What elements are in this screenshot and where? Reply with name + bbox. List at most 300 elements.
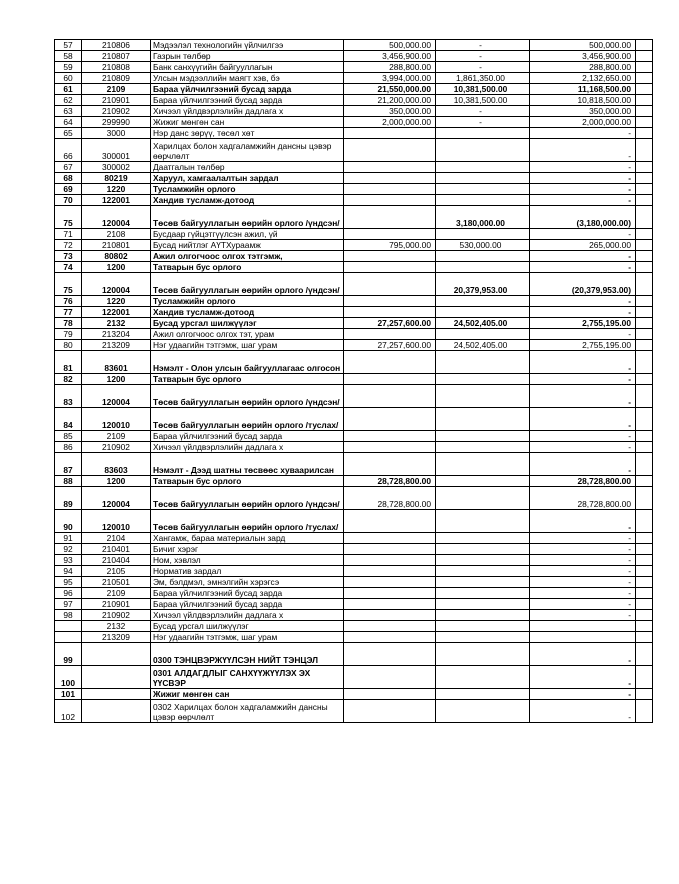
actual-amount-cell	[436, 510, 530, 533]
table-row	[55, 273, 653, 296]
plan-amount-cell: 500,000.00	[344, 40, 436, 51]
table-row	[55, 318, 653, 329]
empty-cell	[636, 374, 653, 385]
code-cell: 120010	[82, 408, 151, 431]
difference-cell: 2,000,000.00	[530, 117, 636, 128]
actual-amount-cell	[436, 262, 530, 273]
description-cell: Нэмэлт - Олон улсын байгууллагаас олгосон	[151, 351, 344, 374]
plan-amount-cell	[344, 442, 436, 453]
code-cell	[82, 700, 151, 723]
code-cell: 213204	[82, 329, 151, 340]
description-cell: Бараа үйлчилгээний бусад зарда	[151, 599, 344, 610]
empty-cell	[636, 73, 653, 84]
empty-cell	[636, 162, 653, 173]
actual-amount-cell	[436, 128, 530, 139]
difference-cell: -	[530, 555, 636, 566]
actual-amount-cell	[436, 195, 530, 206]
description-cell: Бичиг хэрэг	[151, 544, 344, 555]
difference-cell: -	[530, 195, 636, 206]
table-row	[55, 385, 653, 408]
description-cell: Норматив зардал	[151, 566, 344, 577]
plan-amount-cell	[344, 296, 436, 307]
difference-cell: -	[530, 453, 636, 476]
plan-amount-cell	[344, 173, 436, 184]
actual-amount-cell: -	[436, 51, 530, 62]
empty-cell	[636, 296, 653, 307]
table-row	[55, 566, 653, 577]
actual-amount-cell	[436, 431, 530, 442]
empty-cell	[636, 262, 653, 273]
row-number-cell: 90	[55, 510, 82, 533]
plan-amount-cell	[344, 184, 436, 195]
description-cell: Хандив тусламж-дотоод	[151, 307, 344, 318]
actual-amount-cell	[436, 442, 530, 453]
table-row	[55, 533, 653, 544]
code-cell: 122001	[82, 307, 151, 318]
description-cell: Нэг удаагийн тэтгэмж, шаг урам	[151, 632, 344, 643]
plan-amount-cell: 350,000.00	[344, 106, 436, 117]
empty-cell	[636, 621, 653, 632]
code-cell: 210404	[82, 555, 151, 566]
row-number-cell: 93	[55, 555, 82, 566]
plan-amount-cell	[344, 374, 436, 385]
row-number-cell: 102	[55, 700, 82, 723]
plan-amount-cell: 28,728,800.00	[344, 476, 436, 487]
plan-amount-cell	[344, 577, 436, 588]
plan-amount-cell	[344, 533, 436, 544]
code-cell: 3000	[82, 128, 151, 139]
table-row	[55, 84, 653, 95]
empty-cell	[636, 555, 653, 566]
code-cell: 120010	[82, 510, 151, 533]
description-cell: Бараа үйлчилгээний бусад зарда	[151, 588, 344, 599]
table-row	[55, 329, 653, 340]
description-cell: 0300 ТЭНЦВЭРЖҮҮЛСЭН НИЙТ ТЭНЦЭЛ	[151, 643, 344, 666]
empty-cell	[636, 329, 653, 340]
plan-amount-cell	[344, 453, 436, 476]
table-row	[55, 206, 653, 229]
row-number-cell: 61	[55, 84, 82, 95]
actual-amount-cell	[436, 555, 530, 566]
plan-amount-cell: 27,257,600.00	[344, 318, 436, 329]
empty-cell	[636, 689, 653, 700]
row-number-cell: 66	[55, 139, 82, 162]
description-cell: Харилцах болон хадгаламжийн дансны цэвэр өөрчлөлт	[151, 139, 344, 162]
plan-amount-cell	[344, 128, 436, 139]
table-row	[55, 162, 653, 173]
empty-cell	[636, 442, 653, 453]
plan-amount-cell: 288,800.00	[344, 62, 436, 73]
table-row	[55, 689, 653, 700]
description-cell: Татварын бус орлого	[151, 374, 344, 385]
description-cell: Нэр данс зөрүү, төсөл хөт	[151, 128, 344, 139]
empty-cell	[636, 566, 653, 577]
difference-cell: -	[530, 307, 636, 318]
plan-amount-cell	[344, 307, 436, 318]
code-cell: 210901	[82, 599, 151, 610]
difference-cell: -	[530, 588, 636, 599]
empty-cell	[636, 128, 653, 139]
actual-amount-cell	[436, 408, 530, 431]
row-number-cell: 68	[55, 173, 82, 184]
row-number-cell: 87	[55, 453, 82, 476]
difference-cell: -	[530, 533, 636, 544]
empty-cell	[636, 229, 653, 240]
description-cell: Бараа үйлчилгээний бусад зарда	[151, 95, 344, 106]
code-cell: 300001	[82, 139, 151, 162]
row-number-cell: 62	[55, 95, 82, 106]
plan-amount-cell	[344, 510, 436, 533]
description-cell: Төсөв байгууллагын өөрийн орлого /туслах/	[151, 510, 344, 533]
code-cell: 2109	[82, 588, 151, 599]
table-row	[55, 117, 653, 128]
difference-cell: 288,800.00	[530, 62, 636, 73]
actual-amount-cell	[436, 251, 530, 262]
table-row	[55, 307, 653, 318]
table-row	[55, 262, 653, 273]
code-cell: 120004	[82, 273, 151, 296]
table-row	[55, 296, 653, 307]
code-cell: 210901	[82, 95, 151, 106]
plan-amount-cell	[344, 610, 436, 621]
actual-amount-cell	[436, 184, 530, 195]
table-row	[55, 700, 653, 723]
actual-amount-cell	[436, 689, 530, 700]
table-row	[55, 555, 653, 566]
table-row	[55, 62, 653, 73]
empty-cell	[636, 588, 653, 599]
description-cell: Нэмэлт - Дээд шатны төсвөөс хуваарилсан	[151, 453, 344, 476]
code-cell: 210401	[82, 544, 151, 555]
row-number-cell: 99	[55, 643, 82, 666]
actual-amount-cell	[436, 476, 530, 487]
empty-cell	[636, 351, 653, 374]
actual-amount-cell: -	[436, 117, 530, 128]
code-cell: 210806	[82, 40, 151, 51]
plan-amount-cell	[344, 195, 436, 206]
row-number-cell	[55, 621, 82, 632]
row-number-cell: 95	[55, 577, 82, 588]
plan-amount-cell	[344, 588, 436, 599]
description-cell: Хичээл үйлдвэрлэлийн дадлага х	[151, 106, 344, 117]
table-row	[55, 588, 653, 599]
empty-cell	[636, 84, 653, 95]
empty-cell	[636, 599, 653, 610]
code-cell: 2105	[82, 566, 151, 577]
table-row	[55, 643, 653, 666]
row-number-cell: 71	[55, 229, 82, 240]
description-cell: Банк санхүүгийн байгууллагын	[151, 62, 344, 73]
table-row	[55, 340, 653, 351]
actual-amount-cell	[436, 162, 530, 173]
code-cell: 2108	[82, 229, 151, 240]
code-cell: 299990	[82, 117, 151, 128]
table-row	[55, 621, 653, 632]
description-cell: Бусдаар гүйцэтгүүлсэн ажил, үй	[151, 229, 344, 240]
description-cell: 0301 АЛДАГДЛЫГ САНХҮҮЖҮҮЛЭХ ЭХ ҮҮСВЭР	[151, 666, 344, 689]
plan-amount-cell: 3,994,000.00	[344, 73, 436, 84]
code-cell: 122001	[82, 195, 151, 206]
difference-cell: (20,379,953.00)	[530, 273, 636, 296]
difference-cell: 11,168,500.00	[530, 84, 636, 95]
row-number-cell: 72	[55, 240, 82, 251]
code-cell: 120004	[82, 206, 151, 229]
code-cell: 2132	[82, 621, 151, 632]
empty-cell	[636, 700, 653, 723]
actual-amount-cell: 1,861,350.00	[436, 73, 530, 84]
table-row	[55, 51, 653, 62]
code-cell: 300002	[82, 162, 151, 173]
table-row	[55, 184, 653, 195]
row-number-cell: 60	[55, 73, 82, 84]
row-number-cell: 97	[55, 599, 82, 610]
description-cell: Төсөв байгууллагын өөрийн орлого /туслах/	[151, 408, 344, 431]
plan-amount-cell	[344, 162, 436, 173]
actual-amount-cell	[436, 610, 530, 621]
description-cell: Хичээл үйлдвэрлэлийн дадлага х	[151, 442, 344, 453]
description-cell: Тусламжийн орлого	[151, 184, 344, 195]
difference-cell: -	[530, 666, 636, 689]
plan-amount-cell	[344, 555, 436, 566]
description-cell: Ном, хэвлэл	[151, 555, 344, 566]
code-cell: 120004	[82, 487, 151, 510]
plan-amount-cell	[344, 643, 436, 666]
difference-cell: -	[530, 442, 636, 453]
difference-cell	[530, 632, 636, 643]
code-cell: 2132	[82, 318, 151, 329]
actual-amount-cell	[436, 139, 530, 162]
plan-amount-cell	[344, 621, 436, 632]
table-row	[55, 577, 653, 588]
row-number-cell: 59	[55, 62, 82, 73]
empty-cell	[636, 273, 653, 296]
actual-amount-cell: -	[436, 62, 530, 73]
description-cell: Татварын бус орлого	[151, 476, 344, 487]
empty-cell	[636, 533, 653, 544]
empty-cell	[636, 318, 653, 329]
description-cell: Эм, бэлдмэл, эмнэлгийн хэрэгсэ	[151, 577, 344, 588]
row-number-cell: 94	[55, 566, 82, 577]
table-row	[55, 544, 653, 555]
actual-amount-cell: 3,180,000.00	[436, 206, 530, 229]
description-cell: Даатгалын төлбөр	[151, 162, 344, 173]
row-number-cell: 83	[55, 385, 82, 408]
table-row	[55, 487, 653, 510]
code-cell: 1200	[82, 374, 151, 385]
row-number-cell: 81	[55, 351, 82, 374]
description-cell: Нэг удаагийн тэтгэмж, шаг урам	[151, 340, 344, 351]
row-number-cell: 86	[55, 442, 82, 453]
empty-cell	[636, 195, 653, 206]
difference-cell: -	[530, 173, 636, 184]
description-cell: Харуул, хамгаалалтын зардал	[151, 173, 344, 184]
actual-amount-cell	[436, 453, 530, 476]
actual-amount-cell	[436, 229, 530, 240]
row-number-cell: 98	[55, 610, 82, 621]
actual-amount-cell	[436, 544, 530, 555]
difference-cell: -	[530, 599, 636, 610]
row-number-cell: 70	[55, 195, 82, 206]
code-cell: 80219	[82, 173, 151, 184]
empty-cell	[636, 95, 653, 106]
row-number-cell: 75	[55, 273, 82, 296]
description-cell: Бараа үйлчилгээний бусад зарда	[151, 431, 344, 442]
row-number-cell: 67	[55, 162, 82, 173]
actual-amount-cell: 10,381,500.00	[436, 84, 530, 95]
difference-cell: -	[530, 566, 636, 577]
empty-cell	[636, 385, 653, 408]
table-row	[55, 73, 653, 84]
table-body	[55, 40, 653, 723]
row-number-cell: 77	[55, 307, 82, 318]
difference-cell: -	[530, 510, 636, 533]
code-cell: 1220	[82, 296, 151, 307]
code-cell: 210501	[82, 577, 151, 588]
plan-amount-cell	[344, 351, 436, 374]
difference-cell: -	[530, 577, 636, 588]
budget-table	[54, 39, 653, 723]
actual-amount-cell	[436, 700, 530, 723]
empty-cell	[636, 632, 653, 643]
actual-amount-cell	[436, 566, 530, 577]
table-row	[55, 453, 653, 476]
row-number-cell: 69	[55, 184, 82, 195]
code-cell: 1200	[82, 262, 151, 273]
table-row	[55, 95, 653, 106]
actual-amount-cell	[436, 599, 530, 610]
table-row	[55, 195, 653, 206]
table-row	[55, 599, 653, 610]
row-number-cell: 57	[55, 40, 82, 51]
plan-amount-cell	[344, 139, 436, 162]
empty-cell	[636, 62, 653, 73]
row-number-cell: 89	[55, 487, 82, 510]
difference-cell: 3,456,900.00	[530, 51, 636, 62]
empty-cell	[636, 340, 653, 351]
actual-amount-cell: -	[436, 40, 530, 51]
empty-cell	[636, 51, 653, 62]
code-cell: 80802	[82, 251, 151, 262]
description-cell: Газрын төлбөр	[151, 51, 344, 62]
difference-cell: -	[530, 296, 636, 307]
actual-amount-cell: 10,381,500.00	[436, 95, 530, 106]
row-number-cell: 65	[55, 128, 82, 139]
difference-cell: 350,000.00	[530, 106, 636, 117]
code-cell: 213209	[82, 632, 151, 643]
row-number-cell: 80	[55, 340, 82, 351]
table-row	[55, 510, 653, 533]
difference-cell: -	[530, 351, 636, 374]
row-number-cell: 75	[55, 206, 82, 229]
description-cell: Мэдээлэл технологийн үйлчилгээ	[151, 40, 344, 51]
row-number-cell: 92	[55, 544, 82, 555]
table-row	[55, 408, 653, 431]
difference-cell: -	[530, 184, 636, 195]
code-cell: 210801	[82, 240, 151, 251]
plan-amount-cell: 795,000.00	[344, 240, 436, 251]
code-cell: 2104	[82, 533, 151, 544]
row-number-cell: 91	[55, 533, 82, 544]
actual-amount-cell	[436, 385, 530, 408]
description-cell: 0302 Харилцах болон хадгаламжийн дансны цэвэр өөрчлөлт	[151, 700, 344, 723]
code-cell: 2109	[82, 84, 151, 95]
empty-cell	[636, 643, 653, 666]
empty-cell	[636, 307, 653, 318]
difference-cell: 28,728,800.00	[530, 476, 636, 487]
code-cell	[82, 666, 151, 689]
row-number-cell: 101	[55, 689, 82, 700]
description-cell: Бусад урсгал шилжүүлэг	[151, 318, 344, 329]
empty-cell	[636, 106, 653, 117]
difference-cell: (3,180,000.00)	[530, 206, 636, 229]
description-cell: Бусад урсгал шилжүүлэг	[151, 621, 344, 632]
actual-amount-cell	[436, 329, 530, 340]
code-cell: 83601	[82, 351, 151, 374]
plan-amount-cell	[344, 544, 436, 555]
actual-amount-cell	[436, 577, 530, 588]
difference-cell: -	[530, 128, 636, 139]
row-number-cell: 96	[55, 588, 82, 599]
table-row	[55, 666, 653, 689]
empty-cell	[636, 117, 653, 128]
description-cell: Төсөв байгууллагын өөрийн орлого /үндсэн/	[151, 273, 344, 296]
table-row	[55, 442, 653, 453]
description-cell: Хичээл үйлдвэрлэлийн дадлага х	[151, 610, 344, 621]
difference-cell: -	[530, 329, 636, 340]
empty-cell	[636, 240, 653, 251]
plan-amount-cell: 2,000,000.00	[344, 117, 436, 128]
plan-amount-cell	[344, 566, 436, 577]
table-row	[55, 229, 653, 240]
difference-cell	[530, 621, 636, 632]
row-number-cell: 85	[55, 431, 82, 442]
difference-cell: -	[530, 610, 636, 621]
table-row	[55, 139, 653, 162]
difference-cell: 10,818,500.00	[530, 95, 636, 106]
code-cell: 210902	[82, 610, 151, 621]
table-row	[55, 374, 653, 385]
empty-cell	[636, 453, 653, 476]
plan-amount-cell	[344, 329, 436, 340]
difference-cell: 265,000.00	[530, 240, 636, 251]
description-cell: Татварын бус орлого	[151, 262, 344, 273]
plan-amount-cell	[344, 632, 436, 643]
difference-cell: -	[530, 385, 636, 408]
empty-cell	[636, 510, 653, 533]
plan-amount-cell	[344, 599, 436, 610]
empty-cell	[636, 251, 653, 262]
difference-cell: -	[530, 229, 636, 240]
actual-amount-cell: 24,502,405.00	[436, 318, 530, 329]
actual-amount-cell	[436, 173, 530, 184]
code-cell: 210902	[82, 106, 151, 117]
difference-cell: -	[530, 544, 636, 555]
description-cell: Тусламжийн орлого	[151, 296, 344, 307]
row-number-cell: 64	[55, 117, 82, 128]
description-cell: Бусад нийтлэг АҮТХураамж	[151, 240, 344, 251]
plan-amount-cell	[344, 689, 436, 700]
plan-amount-cell: 27,257,600.00	[344, 340, 436, 351]
difference-cell: -	[530, 139, 636, 162]
code-cell: 2109	[82, 431, 151, 442]
table-row	[55, 173, 653, 184]
actual-amount-cell: 530,000.00	[436, 240, 530, 251]
table-row	[55, 351, 653, 374]
difference-cell: -	[530, 689, 636, 700]
empty-cell	[636, 139, 653, 162]
empty-cell	[636, 577, 653, 588]
row-number-cell: 58	[55, 51, 82, 62]
